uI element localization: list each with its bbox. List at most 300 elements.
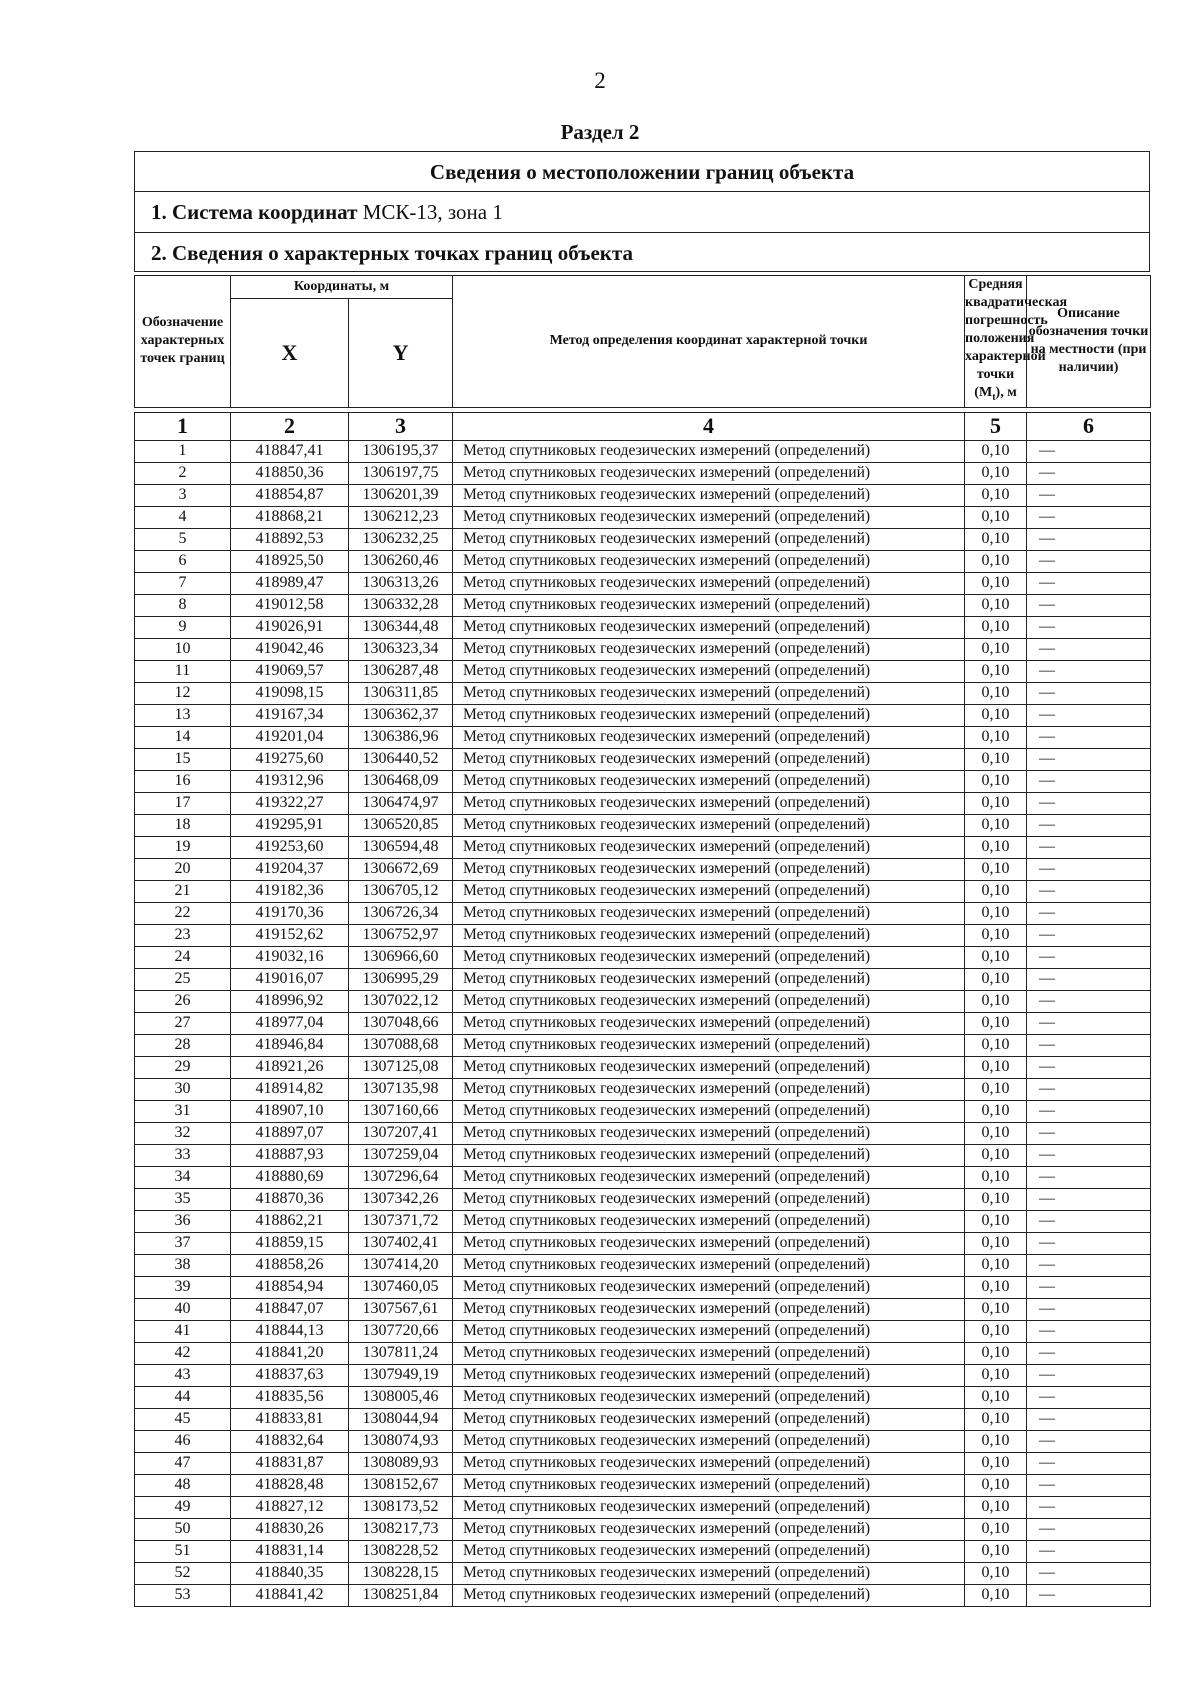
section-title: Раздел 2 [560,120,640,144]
coordinate-x: 419312,96 [231,770,349,792]
point-number: 26 [135,990,231,1012]
method-cell: Метод спутниковых геодезических измерений (определений) [453,1210,965,1232]
coordinate-x: 418835,56 [231,1386,349,1408]
error-cell: 0,10 [965,1144,1027,1166]
error-cell: 0,10 [965,1100,1027,1122]
table-row [135,1276,1151,1298]
error-cell: 0,10 [965,1056,1027,1078]
coordinate-y: 1306197,75 [349,462,453,484]
coordinate-y: 1307135,98 [349,1078,453,1100]
coordinate-y: 1306966,60 [349,946,453,968]
description-cell: — [1027,440,1151,462]
error-cell: 0,10 [965,1034,1027,1056]
coordinate-y: 1306232,25 [349,528,453,550]
points-table [134,275,1151,1607]
description-cell: — [1027,1012,1151,1034]
table-row [135,748,1151,770]
table-row [135,946,1151,968]
method-cell: Метод спутниковых геодезических измерений (определений) [453,1540,965,1562]
description-cell: — [1027,1562,1151,1584]
method-cell: Метод спутниковых геодезических измерений (определений) [453,924,965,946]
coordinate-y: 1306323,34 [349,638,453,660]
point-number: 38 [135,1254,231,1276]
description-cell: — [1027,660,1151,682]
column-number: 1 [135,412,231,440]
point-number: 24 [135,946,231,968]
table-row [135,968,1151,990]
coordinate-y: 1308228,15 [349,1562,453,1584]
method-cell: Метод спутниковых геодезических измерений (определений) [453,1386,965,1408]
description-cell: — [1027,1188,1151,1210]
coordinate-x: 418830,26 [231,1518,349,1540]
point-number: 36 [135,1210,231,1232]
method-cell: Метод спутниковых геодезических измерений (определений) [453,792,965,814]
coordinate-x: 419167,34 [231,704,349,726]
point-number: 2 [135,462,231,484]
table-row [135,814,1151,836]
table-row [135,484,1151,506]
method-cell: Метод спутниковых геодезических измерений (определений) [453,1276,965,1298]
method-cell: Метод спутниковых геодезических измерений (определений) [453,1342,965,1364]
error-cell: 0,10 [965,1364,1027,1386]
error-cell: 0,10 [965,1496,1027,1518]
description-cell: — [1027,726,1151,748]
table-row [135,726,1151,748]
error-cell: 0,10 [965,1474,1027,1496]
coordinate-y: 1308228,52 [349,1540,453,1562]
table-row [135,1584,1151,1606]
table-row [135,1056,1151,1078]
coordinate-y: 1308005,46 [349,1386,453,1408]
header-y: Y [349,298,453,407]
coordinate-y: 1306474,97 [349,792,453,814]
coordinate-x: 419069,57 [231,660,349,682]
error-cell: 0,10 [965,726,1027,748]
description-cell: — [1027,506,1151,528]
table-row [135,1518,1151,1540]
point-number: 28 [135,1034,231,1056]
table-row [135,1012,1151,1034]
description-cell: — [1027,462,1151,484]
error-cell: 0,10 [965,770,1027,792]
header-description: Описание обозначения точки на местности (при наличии) [1027,276,1151,408]
coordinate-y: 1306520,85 [349,814,453,836]
coordinate-y: 1308173,52 [349,1496,453,1518]
error-cell: 0,10 [965,1408,1027,1430]
coordinate-x: 418841,20 [231,1342,349,1364]
table-row [135,836,1151,858]
error-cell: 0,10 [965,1276,1027,1298]
header-method: Метод определения координат характерной точки [453,276,965,408]
method-cell: Метод спутниковых геодезических измерений (определений) [453,528,965,550]
method-cell: Метод спутниковых геодезических измерений (определений) [453,1166,965,1188]
table-row [135,1540,1151,1562]
header-error: Средняя квадратическая погрешность положения характерной точки $(M_t)$, м [965,276,1027,408]
description-cell: — [1027,748,1151,770]
description-cell: — [1027,1298,1151,1320]
table-row [135,506,1151,528]
table-row [135,1452,1151,1474]
coordinate-x: 419182,36 [231,880,349,902]
table-row [135,770,1151,792]
point-number: 10 [135,638,231,660]
table-row [135,1430,1151,1452]
description-cell: — [1027,880,1151,902]
coordinate-y: 1307811,24 [349,1342,453,1364]
method-cell: Метод спутниковых геодезических измерений (определений) [453,572,965,594]
block-title: Сведения о местоположении границ объекта [135,152,1149,192]
method-cell: Метод спутниковых геодезических измерений (определений) [453,1584,965,1606]
method-cell: Метод спутниковых геодезических измерений (определений) [453,814,965,836]
coordinate-y: 1306468,09 [349,770,453,792]
coordinate-y: 1306995,29 [349,968,453,990]
table-row [135,880,1151,902]
coordinate-x: 418831,14 [231,1540,349,1562]
error-cell: 0,10 [965,550,1027,572]
method-cell: Метод спутниковых геодезических измерений (определений) [453,1122,965,1144]
error-cell: 0,10 [965,484,1027,506]
method-cell: Метод спутниковых геодезических измерений (определений) [453,484,965,506]
coordinate-y: 1306201,39 [349,484,453,506]
coordinate-x: 419012,58 [231,594,349,616]
coordinate-y: 1307371,72 [349,1210,453,1232]
coordinate-x: 418847,41 [231,440,349,462]
method-cell: Метод спутниковых геодезических измерений (определений) [453,550,965,572]
coordinate-system-value: МСК-13, зона 1 [357,200,503,224]
description-cell: — [1027,1408,1151,1430]
table-row [135,1320,1151,1342]
column-numbers-row [135,412,1151,440]
coordinate-y: 1306752,97 [349,924,453,946]
method-cell: Метод спутниковых геодезических измерений (определений) [453,682,965,704]
point-number: 32 [135,1122,231,1144]
coordinate-y: 1307207,41 [349,1122,453,1144]
error-cell: 0,10 [965,1342,1027,1364]
method-cell: Метод спутниковых геодезических измерений (определений) [453,1474,965,1496]
point-number: 17 [135,792,231,814]
point-number: 25 [135,968,231,990]
description-cell: — [1027,484,1151,506]
method-cell: Метод спутниковых геодезических измерений (определений) [453,1298,965,1320]
table-row [135,1408,1151,1430]
table-row [135,902,1151,924]
error-cell: 0,10 [965,1122,1027,1144]
table-row [135,1496,1151,1518]
point-number: 47 [135,1452,231,1474]
coordinate-x: 418840,35 [231,1562,349,1584]
table-row [135,594,1151,616]
coordinate-y: 1308251,84 [349,1584,453,1606]
error-cell: 0,10 [965,1518,1027,1540]
coordinate-system [135,192,1149,233]
point-number: 20 [135,858,231,880]
description-cell: — [1027,1342,1151,1364]
method-cell: Метод спутниковых геодезических измерений (определений) [453,968,965,990]
method-cell: Метод спутниковых геодезических измерений (определений) [453,1408,965,1430]
header-row-1 [135,276,1151,299]
coordinate-y: 1306212,23 [349,506,453,528]
error-cell: 0,10 [965,1386,1027,1408]
description-cell: — [1027,1276,1151,1298]
coordinate-y: 1306705,12 [349,880,453,902]
description-cell: — [1027,1496,1151,1518]
coordinate-y: 1308089,93 [349,1452,453,1474]
coordinate-x: 418921,26 [231,1056,349,1078]
coordinate-y: 1307567,61 [349,1298,453,1320]
description-cell: — [1027,946,1151,968]
description-cell: — [1027,1430,1151,1452]
table-row [135,1232,1151,1254]
point-number: 14 [135,726,231,748]
coordinate-y: 1306672,69 [349,858,453,880]
error-cell: 0,10 [965,506,1027,528]
error-cell: 0,10 [965,1078,1027,1100]
coordinate-y: 1306726,34 [349,902,453,924]
error-cell: 0,10 [965,1210,1027,1232]
method-cell: Метод спутниковых геодезических измерений (определений) [453,1144,965,1166]
description-cell: — [1027,924,1151,946]
error-cell: 0,10 [965,1584,1027,1606]
coordinate-x: 419204,37 [231,858,349,880]
coordinate-x: 418862,21 [231,1210,349,1232]
error-cell: 0,10 [965,792,1027,814]
point-number: 49 [135,1496,231,1518]
table-row [135,1562,1151,1584]
table-row [135,616,1151,638]
error-cell: 0,10 [965,1254,1027,1276]
error-cell: 0,10 [965,1232,1027,1254]
point-number: 9 [135,616,231,638]
method-cell: Метод спутниковых геодезических измерений (определений) [453,1254,965,1276]
point-number: 27 [135,1012,231,1034]
description-cell: — [1027,792,1151,814]
table-row [135,792,1151,814]
description-cell: — [1027,1254,1151,1276]
method-cell: Метод спутниковых геодезических измерений (определений) [453,1496,965,1518]
coordinate-y: 1306311,85 [349,682,453,704]
description-cell: — [1027,1210,1151,1232]
method-cell: Метод спутниковых геодезических измерений (определений) [453,1056,965,1078]
description-cell: — [1027,1452,1151,1474]
description-cell: — [1027,836,1151,858]
description-cell: — [1027,1474,1151,1496]
coordinate-x: 419032,16 [231,946,349,968]
error-cell: 0,10 [965,616,1027,638]
point-number: 42 [135,1342,231,1364]
point-number: 12 [135,682,231,704]
coordinate-y: 1308217,73 [349,1518,453,1540]
coordinate-x: 418844,13 [231,1320,349,1342]
column-number: 3 [349,412,453,440]
point-number: 7 [135,572,231,594]
method-cell: Метод спутниковых геодезических измерений (определений) [453,594,965,616]
table-row [135,1254,1151,1276]
table-row [135,638,1151,660]
error-cell: 0,10 [965,462,1027,484]
coordinate-x: 418859,15 [231,1232,349,1254]
method-cell: Метод спутниковых геодезических измерений (определений) [453,440,965,462]
description-cell: — [1027,1518,1151,1540]
coordinate-x: 419098,15 [231,682,349,704]
method-cell: Метод спутниковых геодезических измерений (определений) [453,946,965,968]
coordinate-y: 1307949,19 [349,1364,453,1386]
error-cell: 0,10 [965,660,1027,682]
coordinate-x: 419170,36 [231,902,349,924]
method-cell: Метод спутниковых геодезических измерений (определений) [453,1364,965,1386]
point-number: 18 [135,814,231,836]
column-number: 4 [453,412,965,440]
table-row [135,1078,1151,1100]
point-number: 44 [135,1386,231,1408]
point-number: 15 [135,748,231,770]
point-number: 29 [135,1056,231,1078]
coordinate-y: 1306386,96 [349,726,453,748]
error-cell: 0,10 [965,638,1027,660]
point-number: 46 [135,1430,231,1452]
column-number: 6 [1027,412,1151,440]
coordinate-y: 1307088,68 [349,1034,453,1056]
table-row [135,1034,1151,1056]
method-cell: Метод спутниковых геодезических измерений (определений) [453,726,965,748]
coordinate-y: 1307125,08 [349,1056,453,1078]
coordinate-x: 418946,84 [231,1034,349,1056]
point-number: 23 [135,924,231,946]
description-cell: — [1027,814,1151,836]
method-cell: Метод спутниковых геодезических измерений (определений) [453,1188,965,1210]
coordinate-x: 419322,27 [231,792,349,814]
error-cell: 0,10 [965,1166,1027,1188]
column-number: 5 [965,412,1027,440]
coordinate-x: 418996,92 [231,990,349,1012]
coordinate-x: 418854,94 [231,1276,349,1298]
coordinate-y: 1307460,05 [349,1276,453,1298]
coordinate-y: 1308044,94 [349,1408,453,1430]
point-number: 37 [135,1232,231,1254]
table-row [135,924,1151,946]
coordinate-x: 418837,63 [231,1364,349,1386]
table-row [135,440,1151,462]
coordinate-x: 418828,48 [231,1474,349,1496]
coordinate-y: 1307720,66 [349,1320,453,1342]
error-cell: 0,10 [965,814,1027,836]
method-cell: Метод спутниковых геодезических измерений (определений) [453,1012,965,1034]
table-row [135,704,1151,726]
coordinate-x: 418868,21 [231,506,349,528]
point-number: 6 [135,550,231,572]
coordinate-y: 1306313,26 [349,572,453,594]
point-number: 4 [135,506,231,528]
description-cell: — [1027,1320,1151,1342]
error-cell: 0,10 [965,704,1027,726]
coordinate-x: 418858,26 [231,1254,349,1276]
coordinate-x: 419026,91 [231,616,349,638]
description-cell: — [1027,704,1151,726]
coordinate-y: 1307048,66 [349,1012,453,1034]
point-number: 48 [135,1474,231,1496]
point-number: 50 [135,1518,231,1540]
coordinate-x: 418880,69 [231,1166,349,1188]
method-cell: Метод спутниковых геодезических измерений (определений) [453,1078,965,1100]
point-number: 40 [135,1298,231,1320]
coordinate-x: 418907,10 [231,1100,349,1122]
coordinate-x: 419042,46 [231,638,349,660]
error-cell: 0,10 [965,572,1027,594]
header-coordinates: Координаты, м [231,276,453,299]
coordinate-y: 1307160,66 [349,1100,453,1122]
description-cell: — [1027,572,1151,594]
description-cell: — [1027,968,1151,990]
description-cell: — [1027,594,1151,616]
table-row [135,1166,1151,1188]
description-cell: — [1027,770,1151,792]
method-cell: Метод спутниковых геодезических измерений (определений) [453,1562,965,1584]
method-cell: Метод спутниковых геодезических измерений (определений) [453,990,965,1012]
point-number: 19 [135,836,231,858]
points-table-body [135,440,1151,1606]
error-cell: 0,10 [965,1188,1027,1210]
description-cell: — [1027,902,1151,924]
point-number: 22 [135,902,231,924]
description-cell: — [1027,1584,1151,1606]
page-number: 2 [594,68,606,93]
method-cell: Метод спутниковых геодезических измерений (определений) [453,902,965,924]
description-cell: — [1027,1166,1151,1188]
section-frame [134,151,1150,272]
error-cell: 0,10 [965,902,1027,924]
table-row [135,858,1151,880]
point-number: 8 [135,594,231,616]
coordinate-y: 1306440,52 [349,748,453,770]
point-number: 30 [135,1078,231,1100]
method-cell: Метод спутниковых геодезических измерений (определений) [453,506,965,528]
method-cell: Метод спутниковых геодезических измерений (определений) [453,1100,965,1122]
point-number: 51 [135,1540,231,1562]
method-cell: Метод спутниковых геодезических измерений (определений) [453,836,965,858]
table-row [135,1188,1151,1210]
table-row [135,1100,1151,1122]
error-cell: 0,10 [965,836,1027,858]
coordinate-y: 1308152,67 [349,1474,453,1496]
table-row [135,1144,1151,1166]
error-cell: 0,10 [965,528,1027,550]
point-number: 52 [135,1562,231,1584]
coordinate-y: 1307342,26 [349,1188,453,1210]
error-cell: 0,10 [965,1298,1027,1320]
table-row [135,1386,1151,1408]
coordinate-y: 1308074,93 [349,1430,453,1452]
table-row [135,1210,1151,1232]
error-cell: 0,10 [965,968,1027,990]
error-cell: 0,10 [965,1430,1027,1452]
method-cell: Метод спутниковых геодезических измерений (определений) [453,748,965,770]
error-cell: 0,10 [965,1320,1027,1342]
point-number: 41 [135,1320,231,1342]
coordinate-y: 1307402,41 [349,1232,453,1254]
description-cell: — [1027,638,1151,660]
description-cell: — [1027,550,1151,572]
coordinate-x: 419275,60 [231,748,349,770]
method-cell: Метод спутниковых геодезических измерений (определений) [453,660,965,682]
method-cell: Метод спутниковых геодезических измерений (определений) [453,880,965,902]
method-cell: Метод спутниковых геодезических измерений (определений) [453,770,965,792]
table-row [135,1298,1151,1320]
table-row [135,528,1151,550]
points-title: 2. Сведения о характерных точках границ объекта [151,241,633,265]
coordinate-x: 418887,93 [231,1144,349,1166]
coordinate-x: 418831,87 [231,1452,349,1474]
description-cell: — [1027,1078,1151,1100]
description-cell: — [1027,1034,1151,1056]
